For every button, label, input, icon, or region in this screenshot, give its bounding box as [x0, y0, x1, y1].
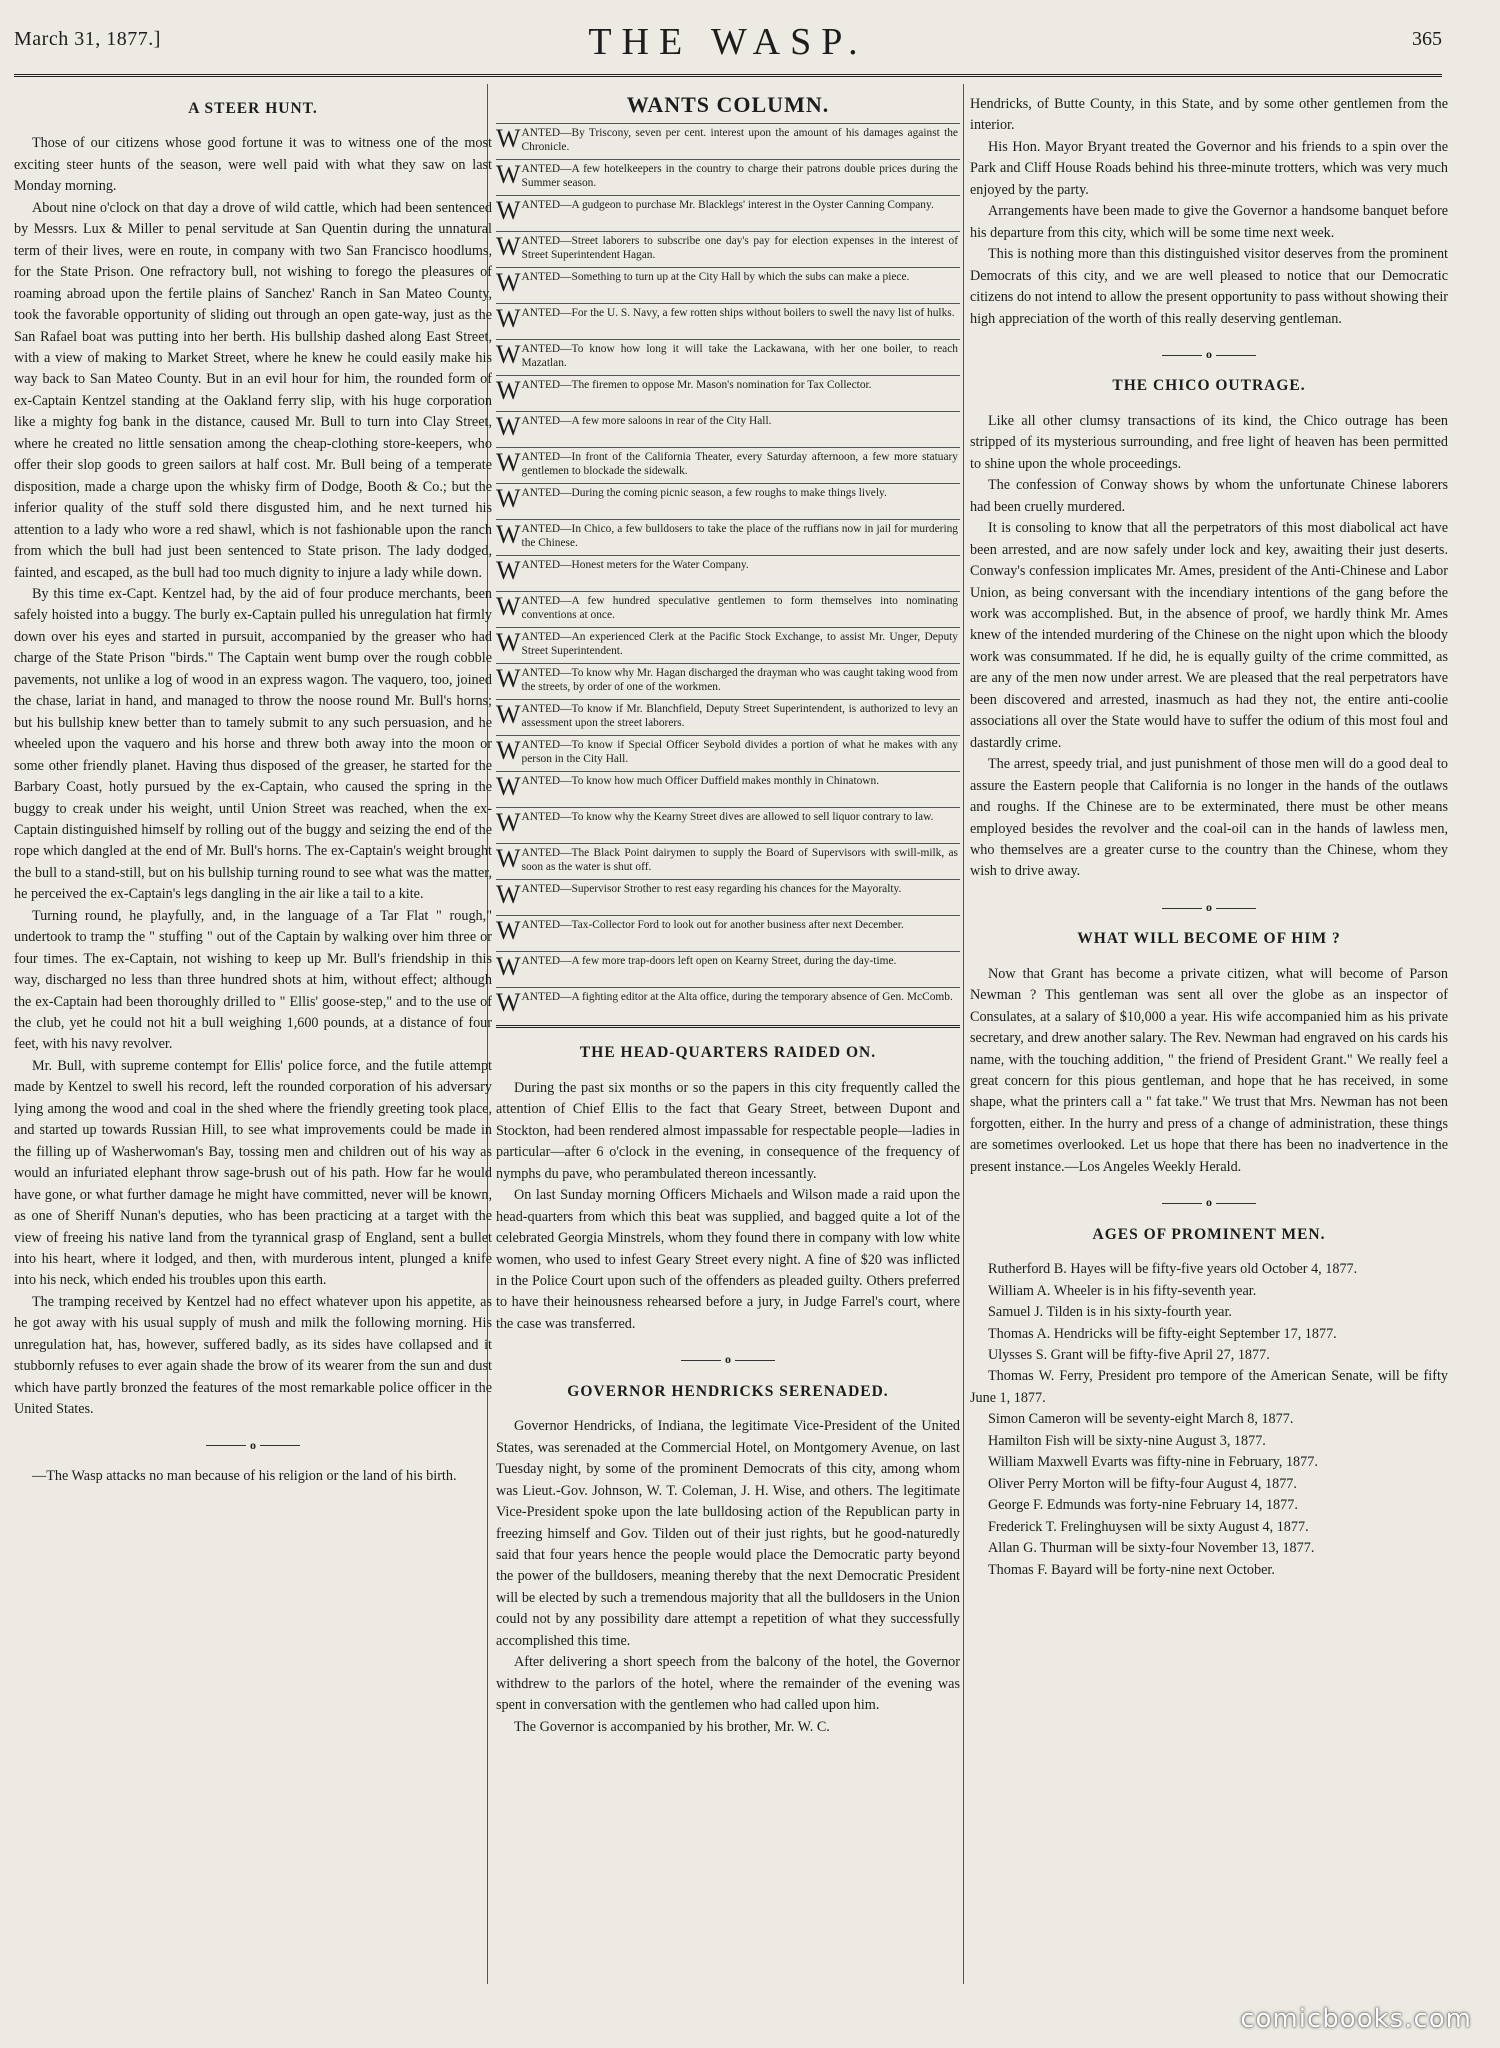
wants-item — [496, 267, 960, 303]
article-title-governor-serenaded: GOVERNOR HENDRICKS SERENADED. — [567, 1382, 889, 1400]
section-separator: o — [970, 897, 1448, 918]
wants-initial: W — [496, 628, 521, 658]
wants-initial: W — [496, 232, 521, 262]
article-paragraph: It is consoling to know that all the perpetrators of this most diabolical act have been arrested, and are now safely under lock and key, awaiting their just deserts. Conway's confession implicates Mr. Ames, president of the Anti-Chinese and Labor Union, as being conversant with the incendiary intentions of the gang before the work was accomplished. But, in the absence of proof, we hardly think Mr. Ames knew of the intended murdering of the Chinese on the night upon which the bloody work was consummated. If he did, he is equally guilty of the crime committed, as are any of the men now under arrest. We are pleased that the real perpetrators have been discovered and arrested, inasmuch as had they not, the entire anti-coolie associations all over the State would have to suffer the odium of this most foul and dastardly crime. — [970, 520, 1448, 751]
wants-list — [496, 123, 960, 1023]
wants-item — [496, 915, 960, 951]
article-paragraph: Hendricks, of Butte County, in this State, and by some other gentlemen from the interior. — [970, 96, 1448, 134]
wants-text: ANTED—Tax-Collector Ford to look out for another business after next December. — [521, 919, 904, 932]
wants-initial: W — [496, 772, 521, 802]
article-paragraph: After delivering a short speech from the balcony of the hotel, the Governor withdrew to the parlors of the hotel, where the remainder of the evening was spent in conversation with the gentlemen who had called upon him. — [496, 1654, 960, 1714]
page-number: 365 — [1412, 28, 1442, 50]
age-entry: Frederick T. Frelinghuysen will be sixty August 4, 1877. — [988, 1518, 1309, 1535]
article-paragraph: Mr. Bull, with supreme contempt for Ellis' police force, and the futile attempt made by Kentzel to swell his record, left the rounded corporation of his adversary lying among the wood and coal in the shed where the friendly greeting took place, and started up towards Russian Hill, to see what improvements could be made in the filling up of Washerwoman's Bay, tossing men and children out of his way as would an infuriated elephant throw sage-brush out of his path. How far he would have gone, or what further damage he might have committed, never will be known, as one of Sheriff Nunan's deputies, who has been practicing at a target with the view of freeing his native land from the tyrannical grasp of England, sent a bullet into his heart, where it lodged, and then, with murderous intent, plunged a knife into his neck, which ended his troubles upon this earth. — [14, 1057, 492, 1289]
age-entry: Thomas W. Ferry, President pro tempore of the American Senate, will be fifty June 1, 1877. — [970, 1368, 1448, 1406]
wants-text: ANTED—The firemen to oppose Mr. Mason's nomination for Tax Collector. — [521, 379, 872, 392]
wants-text: ANTED—A gudgeon to purchase Mr. Blacklegs' interest in the Oyster Canning Company. — [521, 199, 934, 212]
wants-text: ANTED—A few hundred speculative gentlemen to form themselves into nominating conventions at once. — [521, 595, 958, 621]
article-paragraph: The confession of Conway shows by whom the unfortunate Chinese laborers had been cruelly murdered. — [970, 477, 1448, 515]
article-title-what-will-become: WHAT WILL BECOME OF HIM ? — [1077, 930, 1341, 948]
wants-text: ANTED—To know if Mr. Blanchfield, Deputy Street Superintendent, is authorized to levy an assessment upon the street laborers. — [521, 703, 958, 729]
ages-list — [970, 1259, 1448, 1581]
wants-item — [496, 195, 960, 231]
wants-item — [496, 951, 960, 987]
age-entry: Rutherford B. Hayes will be fifty-five years old October 4, 1877. — [988, 1261, 1358, 1278]
editorial-note: —The Wasp attacks no man because of his religion or the land of his birth. — [32, 1468, 457, 1485]
wants-text: ANTED—To know if Special Officer Seybold divides a portion of what he makes with any person in the City Hall. — [521, 739, 958, 765]
article-title-ages: AGES OF PROMINENT MEN. — [1092, 1225, 1326, 1243]
article-paragraph: Like all other clumsy transactions of its kind, the Chico outrage has been stripped of its mysterious surrounding, and free light of heaven has been permitted to shine upon the whole proceedings. — [970, 412, 1448, 472]
wants-text: ANTED—A few hotelkeepers in the country to charge their patrons double prices during the Summer season. — [521, 163, 958, 189]
column-2 — [496, 94, 960, 1984]
section-separator: o — [496, 1349, 960, 1370]
wants-item — [496, 375, 960, 411]
wants-text: ANTED—A few more saloons in rear of the City Hall. — [521, 415, 772, 428]
article-paragraph: By this time ex-Capt. Kentzel had, by the aid of four produce merchants, been safely hoisted into a buggy. The burly ex-Captain pulled his unregulation hat firmly down over his eyes and started in pursuit, accompanied by the greaser who had charge of the State Prison "birds." The Captain went bump over the rough cobble pavements, not unlike a log of wood in an express wagon. The vaquero, too, joined the chase, lariat in hand, and managed to throw the noose round Mr. Bull's horns; but his bullship knew better than to tamely submit to any such persuasion, and he wheeled upon the vaquero and his horse and threw both away into the moon or some other friendly planet. Having thus disposed of the greaser, he started for the Barbary Coast, hotly pursued by the ex-Captain, who caused the spring in the buggy to creak under his weight, until Union Street was reached, when the ex-Captain distinguished himself by rolling out of the buggy and seizing the end of the rope which dangled at the end of Mr. Bull's horns. The ex-Captain's weight brought the bull to a stand-still, but on his bullship turning round to see what was the matter, he perceived the ex-Captain's legs dangling in the air like a tail to a kite. — [14, 585, 492, 903]
article-paragraph: Turning round, he playfully, and, in the language of a Tar Flat " rough," undertook to tramp the " stuffing " out of the Captain by walking over him three or four times. The ex-Captain, not wishing to keep up Mr. Bull's friendship in this way, discharged no less than three hundred shots at him, without effect; although the ex-Captain had been thoroughly drilled to " Ellis' goose-step," and to the use of the club, yet he could not hit a bull weighing 1,600 pounds, at a distance of four feet, with his navy revolver. — [14, 907, 492, 1053]
wants-initial: W — [496, 520, 521, 550]
wants-initial: W — [496, 268, 521, 298]
wants-initial: W — [496, 484, 521, 514]
masthead-rule — [14, 74, 1442, 77]
section-separator: o — [970, 1192, 1448, 1213]
article-paragraph: Now that Grant has become a private citizen, what will become of Parson Newman ? This gentleman was sent all over the globe as an inspector of Consulates, at a salary of $10,000 a year. His wife accompanied him as his private secretary, and drew another salary. The Rev. Newman had engraved on his cards his name, with the touching addition, " the friend of President Grant." We really feel a great concern for this pious gentleman, and hope that he has received, in some shape, what the printers call a " fat take." We trust that Mrs. Newman has not been forgotten, either. In the hurry and press of a change of administration, these things are sometimes overlooked. Let us hope that there has been no inadvertence in the present instance.—Los Angeles Weekly Herald. — [970, 965, 1448, 1175]
wants-initial: W — [496, 880, 521, 910]
wants-item — [496, 231, 960, 267]
age-entry: Oliver Perry Morton will be fifty-four August 4, 1877. — [988, 1475, 1297, 1492]
wants-initial: W — [496, 988, 521, 1018]
wants-item — [496, 447, 960, 483]
article-paragraph: His Hon. Mayor Bryant treated the Governor and his friends to a spin over the Park and Cliff House Roads behind his three-minute trotters, which was very much enjoyed by the party. — [970, 138, 1448, 198]
article-paragraph: Governor Hendricks, of Indiana, the legitimate Vice-President of the United States, was serenaded at the Commercial Hotel, on Montgomery Avenue, on last Tuesday night, by some of the prominent Democrats of this city, among whom was Lieut.-Gov. Johnson, W. T. Coleman, J. H. Wise, and others. The legitimate Vice-President spoke upon the late bulldosing action of the Republican party in freezing himself and Gov. Tilden out of their just rights, but he good-naturedly said that four years hence the people would place the Democratic party beyond the power of the bulldosers, meaning thereby that the next Democratic President will be elected by such a tremendous majority that all the bulldosers in the Union could not by any possibility dare attempt a repetition of what they successfully accomplished this time. — [496, 1418, 960, 1649]
wants-initial: W — [496, 556, 521, 586]
age-entry: George F. Edmunds was forty-nine February 14, 1877. — [988, 1497, 1298, 1514]
wants-initial: W — [496, 664, 521, 694]
age-entry: Hamilton Fish will be sixty-nine August 3, 1877. — [988, 1432, 1266, 1449]
wants-item — [496, 771, 960, 807]
watermark: comicbooks.com — [1240, 2004, 1472, 2034]
wants-text: ANTED—In front of the California Theater, every Saturday afternoon, a few more statuary gentlemen to blockade the sidewalk. — [521, 451, 958, 477]
article-paragraph: On last Sunday morning Officers Michaels and Wilson made a raid upon the head-quarters from which this beat was supplied, and bagged quite a lot of the celebrated Georgia Minstrels, whom they found there in company with low white women, who used to infest Geary Street every night. A fine of $20 was inflicted in the Police Court upon such of the offenders as pleaded guilty. Others preferred to have their heinousness rehearsed before a jury, in Judge Farrel's court, where the case was transferred. — [496, 1187, 960, 1332]
age-entry: William Maxwell Evarts was fifty-nine in February, 1877. — [988, 1454, 1318, 1471]
article-title-steer-hunt: A STEER HUNT. — [188, 100, 318, 117]
masthead — [14, 21, 1442, 63]
wants-text: ANTED—Street laborers to subscribe one day's pay for election expenses in the interest of Street Superintendent Hagan. — [521, 235, 958, 261]
wants-item — [496, 699, 960, 735]
wants-text: ANTED—Something to turn up at the City Hall by which the subs can make a piece. — [521, 271, 910, 284]
wants-text: ANTED—To know why Mr. Hagan discharged the drayman who was caught taking wood from the streets, by order of one of the workmen. — [521, 667, 958, 693]
wants-item — [496, 879, 960, 915]
age-entry: Thomas A. Hendricks will be fifty-eight September 17, 1877. — [988, 1325, 1337, 1342]
article-paragraph: Those of our citizens whose good fortune it was to witness one of the most exciting steer hunts of the season, were well paid with what they saw on last Monday morning. — [14, 135, 492, 195]
wants-item — [496, 663, 960, 699]
wants-text: ANTED—For the U. S. Navy, a few rotten ships without boilers to swell the navy list of hulks. — [521, 307, 955, 320]
wants-text: ANTED—The Black Point dairymen to supply the Board of Supervisors with swill-milk, as soon as the water is shut off. — [521, 847, 958, 873]
wants-text: ANTED—By Triscony, seven per cent. interest upon the amount of his damages against the Chronicle. — [521, 127, 958, 153]
column-3 — [970, 94, 1448, 1984]
section-separator: o — [14, 1435, 492, 1456]
wants-item — [496, 339, 960, 375]
wants-item — [496, 987, 960, 1023]
wants-initial: W — [496, 124, 521, 154]
age-entry: Thomas F. Bayard will be forty-nine next October. — [988, 1561, 1275, 1578]
article-paragraph: The tramping received by Kentzel had no effect whatever upon his appetite, as he got away with his usual supply of mush and milk the following morning. His unregulation hat, has, however, suffered badly, as its sides have collapsed and it stubbornly refuses to ever again shade the brow of its wearer from the sun and dust which have partly bronzed the features of the most remarkable police officer in the United States. — [14, 1293, 492, 1418]
section-separator: o — [970, 344, 1448, 365]
wants-item — [496, 159, 960, 195]
article-title-chico-outrage: THE CHICO OUTRAGE. — [1112, 377, 1306, 395]
wants-initial: W — [496, 916, 521, 946]
wants-item — [496, 411, 960, 447]
wants-text: ANTED—To know why the Kearny Street dives are allowed to sell liquor contrary to law. — [521, 811, 934, 824]
age-entry: William A. Wheeler is in his fifty-seventh year. — [988, 1282, 1257, 1299]
article-paragraph: This is nothing more than this distinguished visitor deserves from the prominent Democrats of this city, and we are well pleased to notice that our Democratic citizens do not intend to allow the present opportunity to pass without showing their high appreciation of the worth of this really deserving gentleman. — [970, 246, 1448, 327]
wants-initial: W — [496, 304, 521, 334]
wants-item — [496, 807, 960, 843]
article-paragraph: About nine o'clock on that day a drove of wild cattle, which had been sentenced by Messrs. Lux & Miller to penal servitude at San Quentin during the unnatural term of their lives, were en route, in company with two San Francisco hoodlums, for the State Prison. One refractory bull, not wishing to forego the pleasures of roaming abroad upon the fertile plains of Sanchez' Ranch in San Mateo County, took the favorable opportunity of sliding out through an open gate-way, just as the San Rafael boat was putting into her berth. His bullship dashed along East Street, with a view of making to Market Street, where he knew he could easily make his way back to San Mateo County. But in an evil hour for him, the rounded form of ex-Captain Kentzel standing at the Oakland ferry slip, with his huge corporation like a mighty fog bank in the distance, caused Mr. Bull to turn into Clay Street, where he created no little sensation among the cheap-clothing store-keepers, who offer their slop goods to green sailors at half cost. Mr. Bull being of a temperate disposition, made a charge upon the whisky firm of Dodge, Booth & Co.; but the inferior quality of the stuff sold there disgusted him, and he next turned his attention to a lady who wore a red shawl, which is not fashionable upon the ranch from which the bull had just been sentenced to State prison. The lady dodged, fainted, and escaped, as the bull had too much dignity to injure a lady while down. — [14, 199, 492, 581]
column-rule — [963, 84, 964, 1984]
wants-initial: W — [496, 736, 521, 766]
wants-item — [496, 123, 960, 159]
wants-initial: W — [496, 340, 521, 370]
wants-item — [496, 843, 960, 879]
issue-date: March 31, 1877.] — [14, 28, 161, 50]
wants-text: ANTED—An experienced Clerk at the Pacific Stock Exchange, to assist Mr. Unger, Deputy Street Superintendent. — [521, 631, 958, 657]
wants-text: ANTED—Honest meters for the Water Company. — [521, 559, 749, 572]
wants-text: ANTED—To know how long it will take the Lackawana, with her one boiler, to reach Mazatlan. — [521, 343, 958, 369]
wants-initial: W — [496, 952, 521, 982]
article-paragraph: Arrangements have been made to give the Governor a handsome banquet before his departure from this city, which will be some time next week. — [970, 203, 1448, 241]
column-1 — [14, 94, 492, 1984]
wants-text: ANTED—To know how much Officer Duffield makes monthly in Chinatown. — [521, 775, 880, 788]
article-paragraph: The Governor is accompanied by his brother, Mr. W. C. — [514, 1718, 830, 1735]
age-entry: Simon Cameron will be seventy-eight March 8, 1877. — [988, 1411, 1294, 1428]
age-entry: Ulysses S. Grant will be fifty-five April 27, 1877. — [988, 1347, 1270, 1364]
wants-item — [496, 483, 960, 519]
wants-initial: W — [496, 196, 521, 226]
wants-item — [496, 555, 960, 591]
age-entry: Allan G. Thurman will be sixty-four November 13, 1877. — [988, 1540, 1315, 1557]
wants-end-rule — [496, 1025, 960, 1028]
wants-item — [496, 627, 960, 663]
article-title-headquarters-raided: THE HEAD-QUARTERS RAIDED ON. — [579, 1044, 877, 1062]
wants-text: ANTED—Supervisor Strother to rest easy regarding his chances for the Mayoralty. — [521, 883, 902, 896]
wants-text: ANTED—In Chico, a few bulldosers to take the place of the ruffians now in jail for murdering the Chinese. — [521, 523, 958, 549]
wants-initial: W — [496, 592, 521, 622]
article-paragraph: During the past six months or so the papers in this city frequently called the attention of Chief Ellis to the fact that Geary Street, between Dupont and Stockton, had been rendered almost impassable for respectable people—ladies in particular—after 6 o'clock in the evening, in consequence of the frequency of nymphs du pave, who perambulated thereon incessantly. — [496, 1079, 960, 1182]
wants-item — [496, 591, 960, 627]
wants-initial: W — [496, 808, 521, 838]
wants-item — [496, 519, 960, 555]
wants-text: ANTED—A few more trap-doors left open on Kearny Street, during the day-time. — [521, 955, 897, 968]
wants-initial: W — [496, 700, 521, 730]
wants-item — [496, 303, 960, 339]
wants-initial: W — [496, 844, 521, 874]
wants-item — [496, 735, 960, 771]
wants-text: ANTED—During the coming picnic season, a few roughs to make things lively. — [521, 487, 887, 500]
wants-column-title: WANTS COLUMN. — [626, 94, 830, 117]
newspaper-title: THE WASP. — [588, 21, 868, 63]
wants-initial: W — [496, 448, 521, 478]
wants-text: ANTED—A fighting editor at the Alta office, during the temporary absence of Gen. McComb. — [521, 991, 953, 1004]
article-paragraph: The arrest, speedy trial, and just punishment of those men will do a good deal to assure the Eastern people that California is no longer in the hands of the outlaws and roughs. If the Chinese are to be exterminated, there must be other means employed besides the revolver and the coal-oil can in the hands of lawless men, who themselves are a greater curse to the country than the Chinese, whom they wish to drive away. — [970, 756, 1448, 880]
wants-initial: W — [496, 160, 521, 190]
age-entry: Samuel J. Tilden is in his sixty-fourth year. — [988, 1304, 1232, 1321]
wants-initial: W — [496, 376, 521, 406]
wants-initial: W — [496, 412, 521, 442]
